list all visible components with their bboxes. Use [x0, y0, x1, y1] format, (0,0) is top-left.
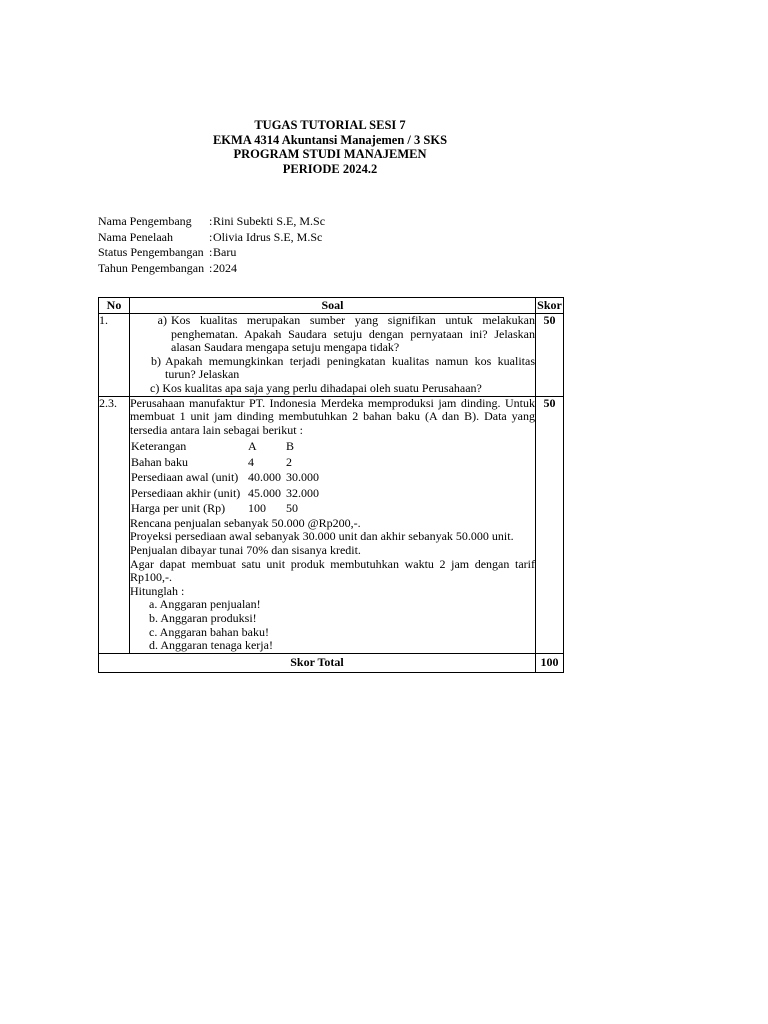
- q1-part-a: [130, 314, 535, 355]
- meta-separator: :: [209, 229, 213, 244]
- meta-separator: :: [209, 260, 213, 275]
- data-b: B: [286, 439, 295, 454]
- question-table: [98, 297, 564, 673]
- data-row: [131, 439, 321, 455]
- data-a: 45.000: [248, 485, 281, 500]
- q2-data-table: [131, 439, 321, 517]
- meta-label: Nama Penelaah: [98, 229, 173, 244]
- q1-b-text: Apakah memungkinkan terjadi peningkatan kualitas namun kos kualitas turun? Jelaskan: [165, 353, 535, 382]
- data-row: [131, 455, 321, 471]
- data-label: Persediaan akhir (unit): [131, 485, 241, 500]
- header-no: No: [99, 298, 130, 314]
- table-total-row: [99, 653, 564, 672]
- header-program: PROGRAM STUDI MANAJEMEN: [233, 147, 427, 161]
- data-a: 40.000: [248, 470, 281, 485]
- meta-label: Status Pengembangan: [98, 245, 204, 259]
- q2-text: [130, 396, 536, 653]
- header-soal: Soal: [130, 298, 536, 314]
- meta-label: Tahun Pengembangan: [98, 260, 205, 275]
- list-item: b. Anggaran produksi!: [149, 611, 257, 625]
- q2-intro: Perusahaan manufaktur PT. Indonesia Merdeka memproduksi jam dinding. Untuk membuat 1 unit jam dinding membutuhkan 2 bahan baku (A dan B). Data yang tersedia antara lain sebagai berikut :: [130, 395, 535, 437]
- table-row-q2: [99, 396, 564, 653]
- total-label: Skor Total: [99, 653, 536, 672]
- data-a: 100: [248, 501, 266, 516]
- table-row-q1: [99, 314, 564, 397]
- meta-separator: :: [209, 214, 213, 228]
- meta-label: Nama Pengembang: [98, 214, 192, 228]
- meta-value: Olivia Idrus S.E, M.Sc: [213, 229, 323, 244]
- meta-separator: :: [209, 245, 213, 259]
- data-label: Bahan baku: [131, 454, 188, 469]
- meta-row-reviewer: [98, 230, 398, 246]
- q1-a-mark: a): [157, 313, 167, 327]
- q1-a-text: Kos kualitas merupakan sumber yang signifikan untuk melakukan penghematan. Apakah Saudara setuju dengan pernyataan ini? Jelaskan alasan Saudara mengapa setuju mengapa tidak?: [171, 313, 535, 355]
- q1-b-mark: b): [151, 353, 161, 368]
- data-b: 2: [286, 454, 292, 469]
- data-a: A: [248, 439, 257, 454]
- q2-task-list: [130, 598, 535, 652]
- header-course: EKMA 4314 Akuntansi Manajemen / 3 SKS: [212, 132, 448, 147]
- document-header: [150, 118, 510, 176]
- data-label: Keterangan: [131, 439, 187, 454]
- data-row: [131, 470, 321, 486]
- meta-row-developer: [98, 214, 398, 230]
- header-title: TUGAS TUTORIAL SESI 7: [254, 118, 406, 132]
- meta-value: Baru: [213, 245, 237, 259]
- q1-number: 1.: [99, 314, 130, 397]
- q2-score: 50: [536, 396, 564, 653]
- meta-value: Rini Subekti S.E, M.Sc: [213, 214, 326, 228]
- meta-row-status: [98, 245, 398, 261]
- q2-sales-plan: Rencana penjualan sebanyak 50.000 @Rp200,-.: [130, 515, 361, 530]
- q2-payment-terms: Penjualan dibayar tunai 70% dan sisanya kredit.: [130, 543, 361, 558]
- data-b: 32.000: [286, 485, 319, 500]
- data-label: Harga per unit (Rp): [131, 501, 226, 516]
- meta-value: 2024: [213, 260, 237, 275]
- data-label: Persediaan awal (unit): [131, 470, 239, 485]
- total-score: 100: [536, 653, 564, 672]
- data-a: 4: [248, 454, 254, 469]
- q1-score: 50: [536, 314, 564, 397]
- header-period: PERIODE 2024.2: [282, 161, 378, 176]
- data-row: [131, 501, 321, 517]
- data-row: [131, 486, 321, 502]
- q2-inventory-projection: Proyeksi persediaan awal sebanyak 30.000 unit dan akhir sebanyak 50.000 unit.: [130, 529, 514, 544]
- list-item: a. Anggaran penjualan!: [149, 597, 261, 612]
- developer-info: [98, 214, 398, 276]
- table-header-row: [99, 298, 564, 314]
- header-skor: Skor: [537, 298, 562, 312]
- data-b: 50: [286, 501, 298, 516]
- q2-labor-info: Agar dapat membuat satu unit produk membutuhkan waktu 2 jam dengan tarif Rp100,-.: [130, 556, 535, 585]
- list-item: d. Anggaran tenaga kerja!: [149, 638, 273, 653]
- q2-instruction: Hitunglah :: [130, 583, 185, 598]
- meta-row-year: [98, 261, 398, 277]
- q1-part-b: [130, 355, 535, 382]
- list-item: c. Anggaran bahan baku!: [149, 624, 269, 639]
- q2-number: 2.3.: [99, 396, 130, 653]
- q1-text: [130, 314, 536, 397]
- data-b: 30.000: [286, 470, 319, 485]
- q1-part-c: c) Kos kualitas apa saja yang perlu dihadapai oleh suatu Perusahaan?: [150, 380, 482, 395]
